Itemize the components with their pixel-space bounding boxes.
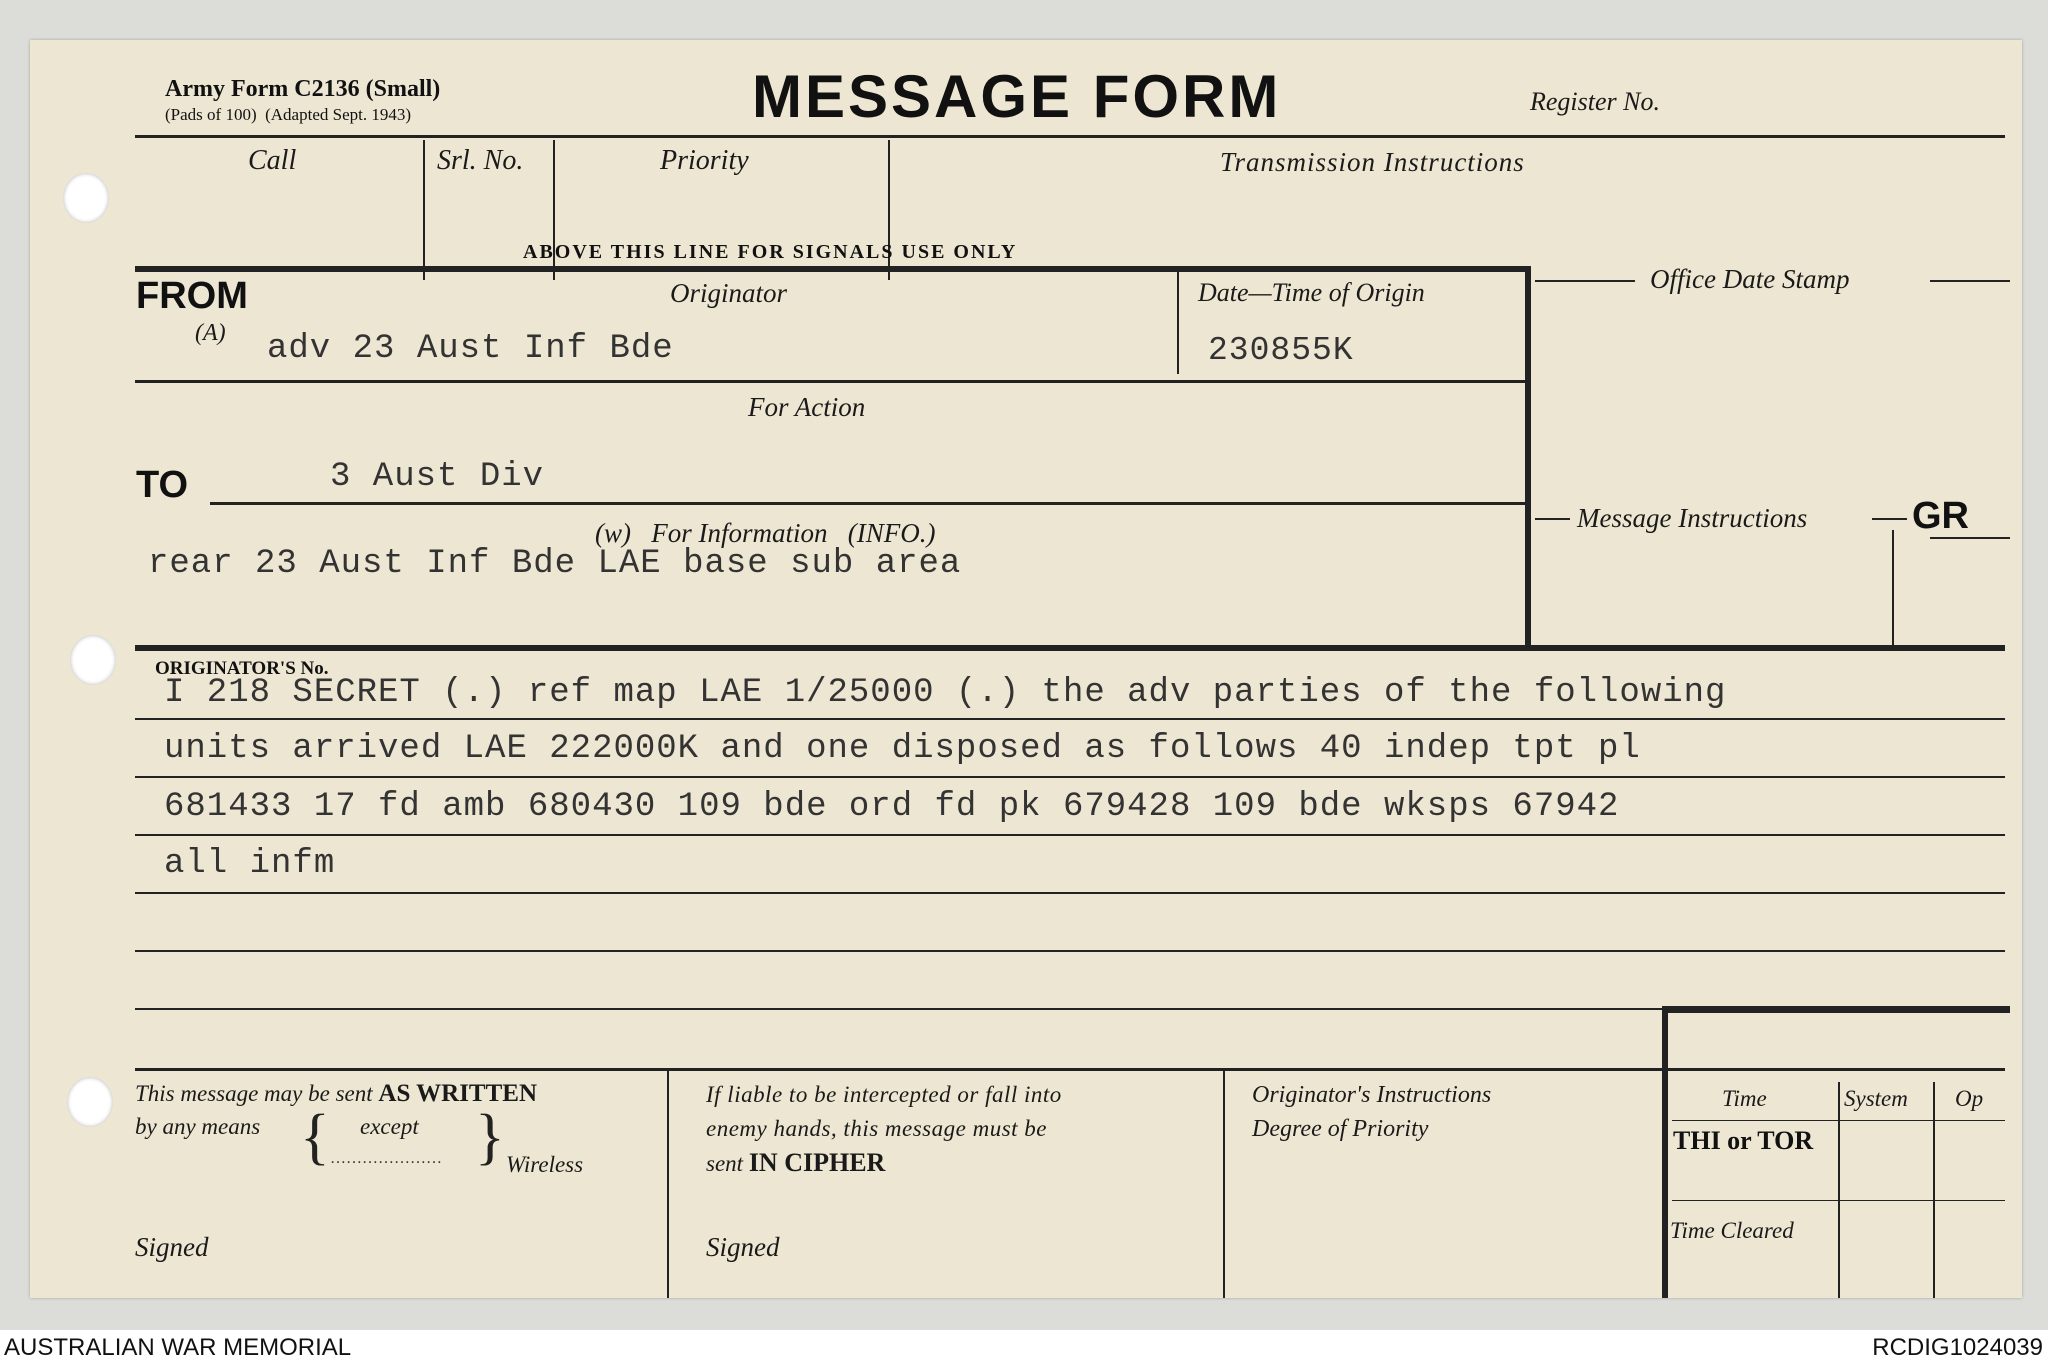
call-label: Call: [248, 145, 297, 176]
message-instructions-label: Message Instructions: [1577, 503, 1808, 533]
message-line: units arrived LAE 222000K and one disposed as follows 40 indep tpt pl: [164, 730, 1641, 768]
gr-rule: [1930, 537, 2010, 539]
brace-left: {: [300, 1103, 330, 1171]
thi-tor-label: THI or TOR: [1673, 1126, 1814, 1155]
divider: [423, 140, 425, 280]
originator-value: adv 23 Aust Inf Bde: [267, 330, 674, 368]
form-title: MESSAGE FORM: [752, 63, 1282, 130]
message-line: all infm: [164, 845, 336, 883]
time-cleared-label: Time Cleared: [1670, 1218, 1794, 1243]
punch-hole: [67, 1077, 113, 1127]
office-date-stamp-label: Office Date Stamp: [1650, 264, 1850, 294]
message-line-rule: [135, 776, 2005, 778]
message-line-rule: [135, 892, 2005, 894]
message-line: I 218 SECRET (.) ref map LAE 1/25000 (.) the adv parties of the following: [164, 674, 1727, 712]
header-rule: [135, 135, 2005, 138]
stamp-rule-left: [1535, 280, 1635, 282]
signals-only-note: ABOVE THIS LINE FOR SIGNALS USE ONLY: [523, 241, 1018, 263]
cipher-note-line3: [706, 1148, 885, 1178]
divider: [1177, 272, 1179, 374]
to-value: 3 Aust Div: [330, 458, 545, 496]
originators-no-label: ORIGINATOR'S No.: [155, 658, 329, 679]
transmission-label: Transmission Instructions: [1220, 147, 1525, 177]
info-value: rear 23 Aust Inf Bde LAE base sub area: [148, 545, 962, 583]
sent-text: This message may be sent: [135, 1081, 373, 1106]
op-label: Op: [1955, 1086, 1984, 1111]
message-line-rule: [135, 834, 2005, 836]
message-line-rule: [135, 718, 2005, 720]
divider: [1223, 1070, 1225, 1298]
time-label: Time: [1722, 1086, 1767, 1111]
wireless-label: Wireless: [506, 1152, 584, 1177]
to-rule: [210, 502, 1530, 505]
a-mark: (A): [195, 320, 226, 346]
for-action-label: For Action: [748, 392, 866, 422]
signed-label-2: Signed: [706, 1232, 780, 1262]
punch-hole: [70, 635, 116, 685]
cipher-note-line2: enemy hands, this message must be: [706, 1116, 1048, 1141]
message-form-paper: [30, 40, 2022, 1298]
pads-text: (Pads of 100): [165, 105, 257, 124]
system-label: System: [1844, 1086, 1908, 1111]
army-form-label: Army Form C2136 (Small): [165, 76, 441, 102]
msg-instr-rule-mid: [1872, 518, 1907, 520]
box-right-rule: [1525, 266, 1531, 651]
degree-of-priority-label: Degree of Priority: [1252, 1116, 1429, 1142]
priority-label: Priority: [660, 145, 749, 176]
from-label: FROM: [136, 275, 248, 317]
time-box-top-rule: [1662, 1006, 2010, 1013]
register-no-label: Register No.: [1530, 87, 1660, 116]
message-line-rule: [135, 950, 2005, 952]
stamp-rule-right: [1930, 280, 2010, 282]
msg-instr-rule-left: [1535, 518, 1570, 520]
except-label: except: [360, 1114, 419, 1139]
message-line: 681433 17 fd amb 680430 109 bde ord fd pk 679428 109 bde wksps 67942: [164, 788, 1620, 826]
as-written-text: AS WRITTEN: [378, 1080, 538, 1107]
punch-hole: [63, 173, 109, 223]
cipher-note-line1: If liable to be intercepted or fall into: [706, 1082, 1062, 1107]
time-box-rule: [1672, 1120, 2005, 1121]
originator-label: Originator: [670, 278, 788, 308]
in-cipher-text: IN CIPHER: [748, 1148, 886, 1177]
divider: [1933, 1082, 1935, 1298]
originators-instructions-label: Originator's Instructions: [1252, 1082, 1492, 1108]
dto-label: Date—Time of Origin: [1198, 278, 1425, 307]
from-rule: [135, 380, 1527, 383]
bottom-top-rule: [135, 1068, 2005, 1071]
info-label-text: For Information: [651, 518, 828, 548]
divider: [667, 1070, 669, 1298]
pads-label: [165, 105, 411, 125]
message-top-rule: [135, 645, 2005, 651]
w-mark: (w): [595, 518, 631, 548]
sent-word: sent: [706, 1151, 744, 1176]
srl-no-label: Srl. No.: [437, 145, 524, 176]
footer-left: AUSTRALIAN WAR MEMORIAL: [4, 1334, 352, 1361]
time-box-rule: [1672, 1200, 2005, 1201]
except-dots: …………………: [330, 1150, 442, 1167]
brace-right: }: [475, 1103, 505, 1171]
gr-divider: [1892, 530, 1894, 650]
divider: [1838, 1082, 1840, 1298]
dto-value: 230855K: [1208, 332, 1354, 369]
to-label: TO: [136, 464, 189, 506]
box-top-rule: [135, 266, 1530, 272]
by-any-means: by any means: [135, 1114, 261, 1139]
signed-label-1: Signed: [135, 1232, 209, 1262]
gr-label: GR: [1912, 495, 1969, 537]
footer-right: RCDIG1024039: [1872, 1334, 2043, 1361]
info-abbrev: (INFO.): [847, 518, 936, 548]
adapted-text: (Adapted Sept. 1943): [265, 105, 411, 124]
time-box-left-rule: [1662, 1006, 1668, 1298]
